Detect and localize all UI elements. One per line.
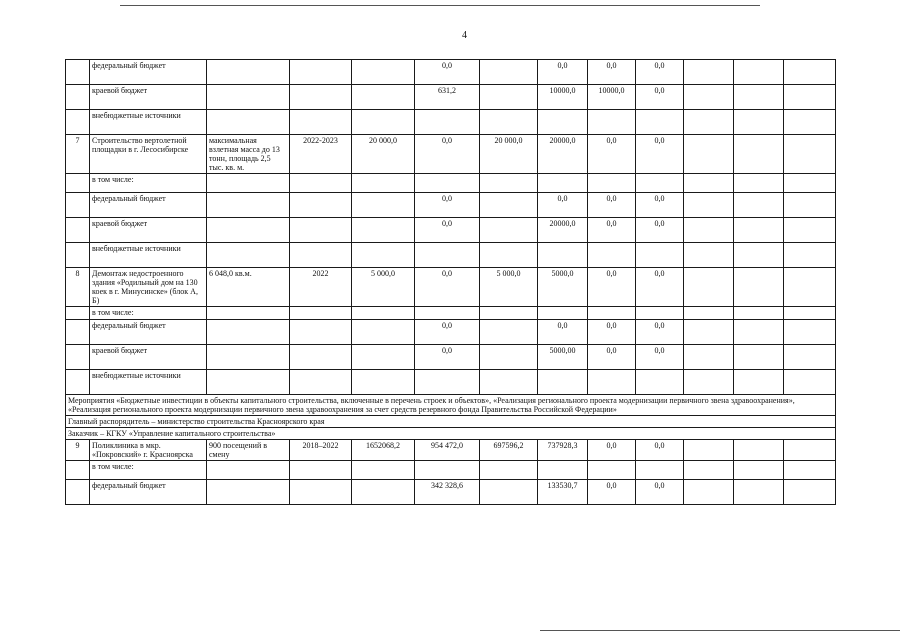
empty-cell [66,110,90,135]
empty-cell [480,110,538,135]
year-1-value: 737928,3 [538,440,588,461]
empty-cell [784,193,836,218]
funding-source-label: краевой бюджет [90,345,207,370]
year-2-value: 0,0 [588,440,636,461]
year-1-value [538,461,588,480]
empty-cell [734,320,784,345]
empty-cell [66,461,90,480]
funding-source-label: федеральный бюджет [90,60,207,85]
empty-cell [352,480,415,505]
empty-cell [480,345,538,370]
object-name: Строительство вертолетной площадки в г. Лесосибирске [90,135,207,174]
year-2-value: 0,0 [588,193,636,218]
empty-cell [684,174,734,193]
empty-cell [734,307,784,320]
funding-source-label: федеральный бюджет [90,480,207,505]
table-row-subtotal [66,307,836,320]
empty-cell [207,307,290,320]
funding-source-label: внебюджетные источники [90,370,207,395]
empty-cell [734,193,784,218]
empty-cell [784,268,836,307]
object-capacity: максимальная взлетная масса до 13 тонн, площадь 2,5 тыс. кв. м. [207,135,290,174]
table-row-subtotal [66,60,836,85]
table-row-subtotal [66,243,836,268]
item-number: 9 [66,440,90,461]
empty-cell [207,345,290,370]
year-1-value: 10000,0 [538,85,588,110]
object-name: Демонтаж недостроенного здания «Родильный дом на 130 коек в г. Минусинске» (блок А, Б) [90,268,207,307]
section-heading: Заказчик – КГКУ «Управление капитального строительства» [66,428,836,440]
empty-cell [784,320,836,345]
year-3-value [636,110,684,135]
year-3-value [636,461,684,480]
empty-cell [290,480,352,505]
year-3-value [636,243,684,268]
empty-cell [352,60,415,85]
empty-cell [734,268,784,307]
empty-cell [734,480,784,505]
table-row-subtotal [66,174,836,193]
empty-cell [352,218,415,243]
remaining-cost: 5 000,0 [480,268,538,307]
financed-amount [415,174,480,193]
empty-cell [207,370,290,395]
funding-source-label: внебюджетные источники [90,110,207,135]
empty-cell [290,110,352,135]
financed-amount: 0,0 [415,193,480,218]
empty-cell [480,60,538,85]
empty-cell [480,218,538,243]
empty-cell [480,85,538,110]
empty-cell [352,174,415,193]
empty-cell [784,60,836,85]
empty-cell [352,461,415,480]
year-1-value: 0,0 [538,320,588,345]
funding-source-label: в том числе: [90,174,207,193]
year-1-value [538,110,588,135]
empty-cell [734,461,784,480]
estimated-cost: 5 000,0 [352,268,415,307]
year-3-value [636,174,684,193]
empty-cell [684,110,734,135]
empty-cell [207,110,290,135]
item-number: 7 [66,135,90,174]
object-capacity: 6 048,0 кв.м. [207,268,290,307]
empty-cell [207,218,290,243]
empty-cell [684,60,734,85]
empty-cell [66,174,90,193]
year-3-value: 0,0 [636,345,684,370]
empty-cell [784,480,836,505]
year-3-value [636,370,684,395]
financed-amount: 0,0 [415,268,480,307]
empty-cell [290,85,352,110]
object-name: Поликлиника в мкр. «Покровский» г. Красноярска [90,440,207,461]
empty-cell [684,268,734,307]
year-3-value [636,307,684,320]
empty-cell [66,480,90,505]
financed-amount: 0,0 [415,60,480,85]
item-number: 8 [66,268,90,307]
financed-amount: 954 472,0 [415,440,480,461]
table-row-section [66,395,836,416]
section-heading: Главный распорядитель – министерство строительства Красноярского края [66,416,836,428]
object-capacity: 900 посещений в смену [207,440,290,461]
funding-source-label: краевой бюджет [90,218,207,243]
estimated-cost: 20 000,0 [352,135,415,174]
year-2-value: 0,0 [588,135,636,174]
year-3-value: 0,0 [636,268,684,307]
empty-cell [480,370,538,395]
funding-source-label: в том числе: [90,307,207,320]
empty-cell [784,243,836,268]
table-row-item [66,268,836,307]
financed-amount [415,110,480,135]
year-3-value: 0,0 [636,320,684,345]
year-3-value: 0,0 [636,218,684,243]
empty-cell [734,345,784,370]
funding-source-label: краевой бюджет [90,85,207,110]
year-1-value: 5000,0 [538,268,588,307]
financed-amount [415,307,480,320]
empty-cell [290,320,352,345]
year-1-value [538,174,588,193]
empty-cell [480,174,538,193]
empty-cell [684,193,734,218]
empty-cell [480,480,538,505]
year-1-value: 5000,00 [538,345,588,370]
year-2-value: 0,0 [588,345,636,370]
empty-cell [784,345,836,370]
empty-cell [352,85,415,110]
empty-cell [734,218,784,243]
empty-cell [290,243,352,268]
table-row-subtotal [66,461,836,480]
empty-cell [290,307,352,320]
empty-cell [352,110,415,135]
empty-cell [352,307,415,320]
year-2-value: 0,0 [588,320,636,345]
table-row-subtotal [66,345,836,370]
year-2-value [588,307,636,320]
empty-cell [290,345,352,370]
empty-cell [784,110,836,135]
scan-edge-bottom [540,630,900,631]
empty-cell [734,85,784,110]
year-1-value: 0,0 [538,193,588,218]
empty-cell [684,243,734,268]
table-row-subtotal [66,193,836,218]
empty-cell [207,174,290,193]
year-1-value: 0,0 [538,60,588,85]
empty-cell [734,135,784,174]
empty-cell [684,370,734,395]
empty-cell [290,60,352,85]
table-row-section [66,416,836,428]
year-1-value [538,307,588,320]
empty-cell [480,461,538,480]
empty-cell [784,218,836,243]
remaining-cost: 697596,2 [480,440,538,461]
empty-cell [480,243,538,268]
empty-cell [66,60,90,85]
section-heading: Мероприятия «Бюджетные инвестиции в объекты капитального строительства, включенные в перечень строек и объектов», «Реализация регионального проекта модернизации первичного звена здравоохранения», «Реализация регионального проекта модернизации первичного звена здравоохранения за счет средств резервного фонда Правительства Российской Федерации» [66,395,836,416]
financed-amount [415,461,480,480]
page-number: 4 [462,30,467,41]
empty-cell [207,243,290,268]
empty-cell [784,307,836,320]
funding-source-label: в том числе: [90,461,207,480]
table-row-section [66,428,836,440]
table-row-subtotal [66,218,836,243]
empty-cell [352,370,415,395]
year-2-value: 0,0 [588,268,636,307]
year-1-value: 20000,0 [538,135,588,174]
empty-cell [290,193,352,218]
year-3-value: 0,0 [636,440,684,461]
funding-source-label: федеральный бюджет [90,193,207,218]
scan-edge-top [120,5,760,6]
empty-cell [66,243,90,268]
empty-cell [684,218,734,243]
empty-cell [290,174,352,193]
year-3-value: 0,0 [636,135,684,174]
year-2-value: 0,0 [588,218,636,243]
financed-amount: 0,0 [415,320,480,345]
empty-cell [352,193,415,218]
year-1-value: 133530,7 [538,480,588,505]
table-row-subtotal [66,370,836,395]
empty-cell [290,218,352,243]
construction-period: 2018–2022 [290,440,352,461]
year-2-value: 10000,0 [588,85,636,110]
year-3-value: 0,0 [636,480,684,505]
financed-amount: 342 328,6 [415,480,480,505]
empty-cell [66,345,90,370]
empty-cell [352,345,415,370]
table-row-subtotal [66,85,836,110]
empty-cell [734,243,784,268]
empty-cell [207,320,290,345]
year-2-value [588,174,636,193]
empty-cell [684,461,734,480]
year-2-value [588,461,636,480]
empty-cell [684,307,734,320]
empty-cell [784,174,836,193]
empty-cell [684,480,734,505]
empty-cell [66,193,90,218]
empty-cell [784,461,836,480]
empty-cell [684,440,734,461]
year-3-value: 0,0 [636,60,684,85]
financed-amount [415,370,480,395]
table-row-subtotal [66,320,836,345]
empty-cell [480,193,538,218]
investment-table [65,59,836,505]
year-2-value [588,243,636,268]
year-2-value: 0,0 [588,60,636,85]
construction-period: 2022 [290,268,352,307]
construction-period: 2022-2023 [290,135,352,174]
empty-cell [66,85,90,110]
empty-cell [352,243,415,268]
empty-cell [784,440,836,461]
empty-cell [352,320,415,345]
empty-cell [684,135,734,174]
empty-cell [66,307,90,320]
empty-cell [734,174,784,193]
funding-source-label: федеральный бюджет [90,320,207,345]
empty-cell [684,85,734,110]
empty-cell [480,307,538,320]
financed-amount: 0,0 [415,218,480,243]
year-2-value [588,110,636,135]
financed-amount [415,243,480,268]
empty-cell [207,60,290,85]
empty-cell [480,320,538,345]
funding-source-label: внебюджетные источники [90,243,207,268]
empty-cell [207,85,290,110]
year-1-value: 20000,0 [538,218,588,243]
empty-cell [66,320,90,345]
year-3-value: 0,0 [636,85,684,110]
table-row-item [66,440,836,461]
empty-cell [734,110,784,135]
remaining-cost: 20 000,0 [480,135,538,174]
empty-cell [207,193,290,218]
financed-amount: 0,0 [415,135,480,174]
table-row-subtotal [66,110,836,135]
empty-cell [734,440,784,461]
empty-cell [207,461,290,480]
empty-cell [684,345,734,370]
empty-cell [784,135,836,174]
financed-amount: 631,2 [415,85,480,110]
empty-cell [66,370,90,395]
financed-amount: 0,0 [415,345,480,370]
empty-cell [784,85,836,110]
empty-cell [66,218,90,243]
year-3-value: 0,0 [636,193,684,218]
empty-cell [290,461,352,480]
empty-cell [207,480,290,505]
empty-cell [734,370,784,395]
empty-cell [290,370,352,395]
estimated-cost: 1652068,2 [352,440,415,461]
table-row-subtotal [66,480,836,505]
year-2-value [588,370,636,395]
table-row-item [66,135,836,174]
empty-cell [734,60,784,85]
empty-cell [684,320,734,345]
year-1-value [538,243,588,268]
year-1-value [538,370,588,395]
year-2-value: 0,0 [588,480,636,505]
table-body [66,60,836,505]
empty-cell [784,370,836,395]
